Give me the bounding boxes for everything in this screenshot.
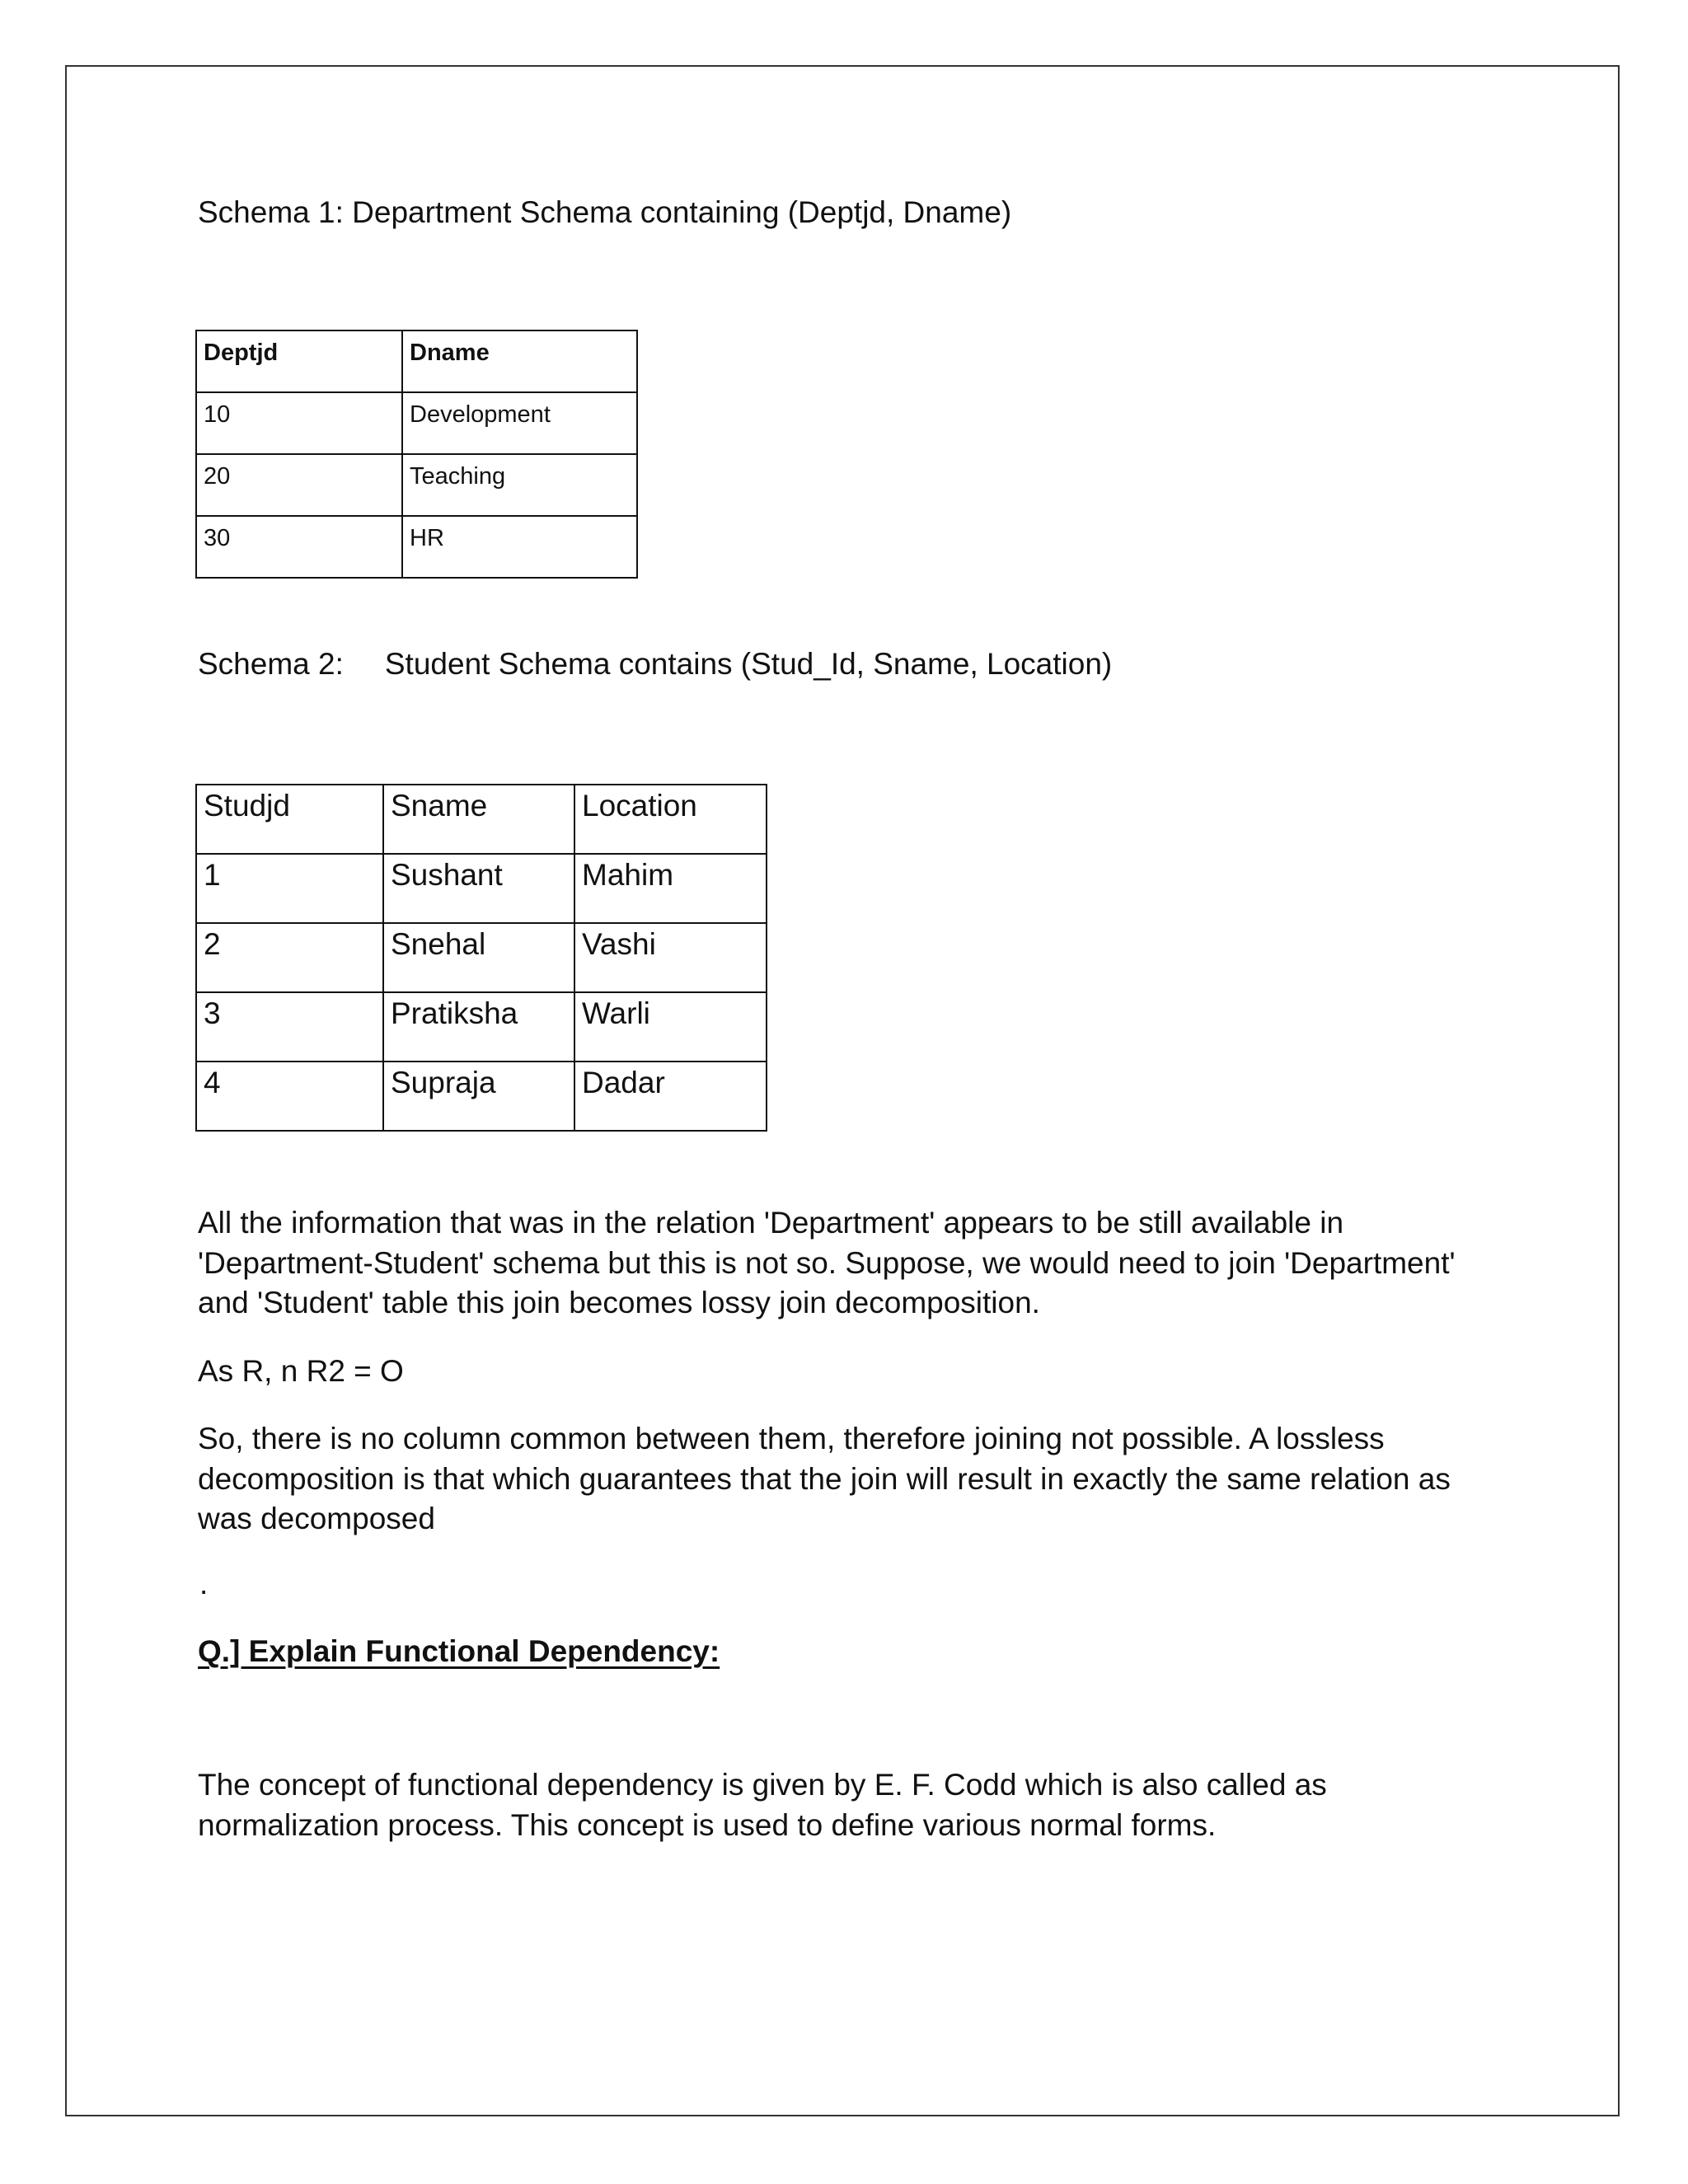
- table-cell: 3: [196, 992, 383, 1062]
- schema2-label: Schema 2:: [198, 647, 344, 681]
- table-cell: Snehal: [383, 923, 574, 992]
- table-header-row: [196, 330, 637, 392]
- question-heading: Q.] Explain Functional Dependency:: [198, 1634, 720, 1668]
- table-cell: Dadar: [574, 1062, 767, 1131]
- table-cell: Pratiksha: [383, 992, 574, 1062]
- text-line: and 'Student' table this join becomes lossy join decomposition.: [198, 1286, 1040, 1319]
- table-header-row: [196, 785, 767, 854]
- text-line: decomposition is that which guarantees that the join will result in exactly the same relation as: [198, 1461, 1451, 1496]
- table-row: [196, 392, 637, 454]
- table-row: [196, 1062, 767, 1131]
- table-row: [196, 992, 767, 1062]
- table-cell: Warli: [574, 992, 767, 1062]
- table-cell: 1: [196, 854, 383, 923]
- column-header: Deptjd: [196, 330, 402, 392]
- table-row: [196, 854, 767, 923]
- column-header: Dname: [402, 330, 637, 392]
- table-cell: Vashi: [574, 923, 767, 992]
- schema2-caption: Student Schema contains (Stud_Id, Sname, Location): [384, 647, 1113, 681]
- paragraph-lossless: [198, 1419, 1451, 1540]
- table-cell: 30: [196, 516, 402, 578]
- text-line: So, there is no column common between them, therefore joining not possible. A lossless: [198, 1422, 1385, 1455]
- table-row: [196, 454, 637, 516]
- schema1-caption: Schema 1: Department Schema containing (Deptjd, Dname): [198, 195, 1012, 229]
- column-header: Location: [574, 785, 767, 854]
- table-row: [196, 923, 767, 992]
- table-cell: HR: [402, 516, 637, 578]
- text-line: The concept of functional dependency is given by E. F. Codd which is also called as: [198, 1768, 1327, 1802]
- table-cell: 4: [196, 1062, 383, 1131]
- column-header: Studjd: [196, 785, 383, 854]
- stray-dot: .: [199, 1567, 209, 1601]
- table-cell: 20: [196, 454, 402, 516]
- column-header: Sname: [383, 785, 574, 854]
- schema2-caption-line: [198, 644, 1112, 684]
- paragraph-functional-dependency: [198, 1765, 1327, 1845]
- text-line: 'Department-Student' schema but this is not so. Suppose, we would need to join 'Department': [198, 1245, 1456, 1280]
- table-cell: Development: [402, 392, 637, 454]
- table-cell: Supraja: [383, 1062, 574, 1131]
- table-cell: 10: [196, 392, 402, 454]
- paragraph-lossy-join: [198, 1203, 1456, 1324]
- table-cell: 2: [196, 923, 383, 992]
- table-cell: Teaching: [402, 454, 637, 516]
- department-table: [195, 330, 638, 579]
- formula: As R, n R2 = O: [198, 1354, 404, 1388]
- student-table: [195, 784, 767, 1132]
- table-row: [196, 516, 637, 578]
- text-line: was decomposed: [198, 1502, 435, 1535]
- table-cell: Sushant: [383, 854, 574, 923]
- table-cell: Mahim: [574, 854, 767, 923]
- text-line: normalization process. This concept is used to define various normal forms.: [198, 1807, 1217, 1842]
- text-line: All the information that was in the relation 'Department' appears to be still available in: [198, 1206, 1344, 1240]
